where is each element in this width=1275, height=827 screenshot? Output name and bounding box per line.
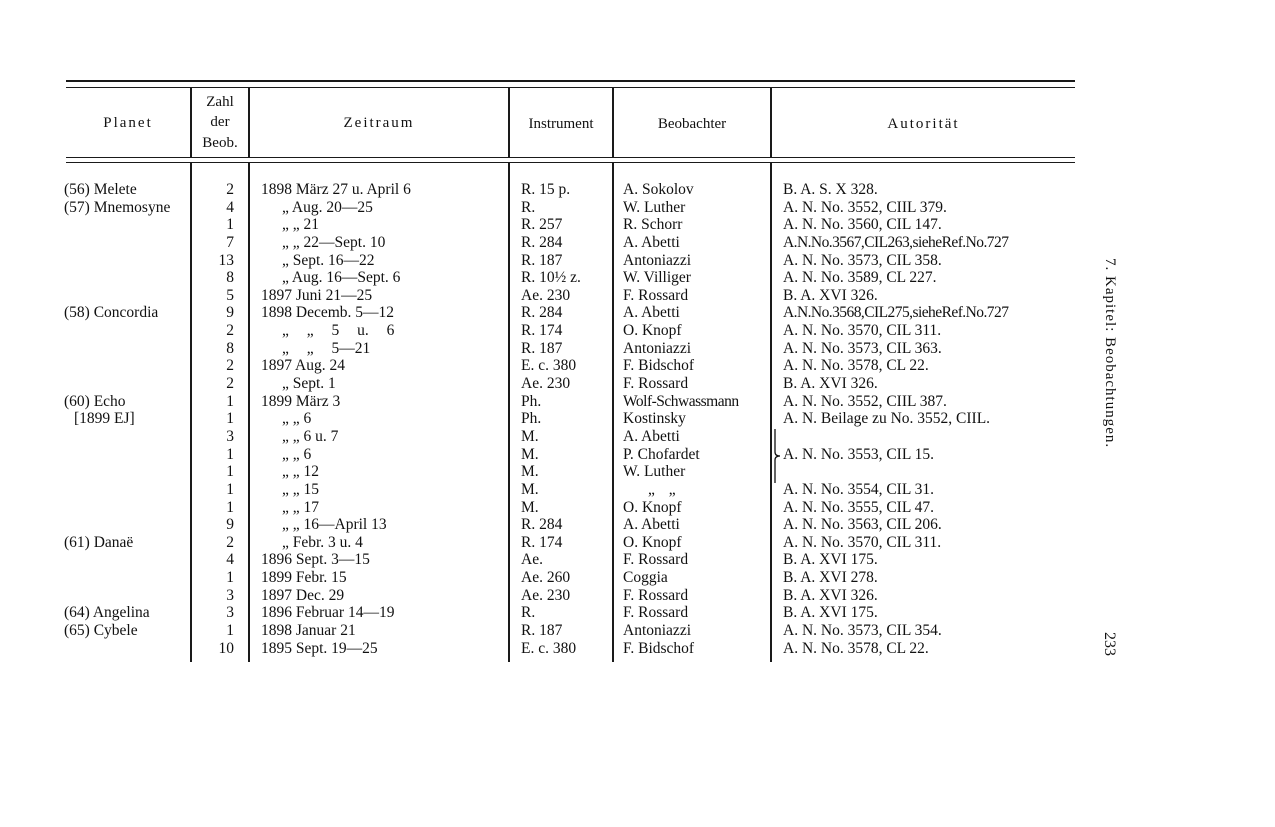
planet-cell: (56) Melete: [64, 181, 137, 198]
observer-cell: R. Schorr: [623, 216, 683, 234]
table-row: [0, 393, 1275, 411]
observer-cell: Antoniazzi: [623, 339, 692, 357]
instrument-cell: M.: [521, 445, 539, 463]
table-body: [0, 181, 1275, 657]
observer-cell: O. Knopf: [623, 498, 682, 516]
count-cell: 8: [226, 269, 234, 287]
header-rule-lower: [66, 162, 1075, 163]
period-cell: 1899 März 3: [261, 392, 341, 410]
table-row: [0, 287, 1275, 305]
authority-cell: A. N. No. 3589, CL 227.: [783, 269, 937, 287]
table-row: [0, 446, 1275, 464]
period-cell: 1897 Dec. 29: [261, 586, 345, 604]
authority-cell: A. N. No. 3555, CIL 47.: [783, 498, 934, 516]
period-cell: „ „ 15: [282, 480, 320, 498]
instrument-cell: M.: [521, 498, 539, 516]
observer-cell: A. Abetti: [623, 304, 680, 322]
period-cell: 1899 Febr. 15: [261, 569, 347, 587]
header-count-line2: der: [210, 114, 230, 130]
count-cell: 1: [226, 480, 234, 498]
period-cell: „ „ 5 u. 6: [282, 322, 395, 340]
table-row: [0, 640, 1275, 658]
period-cell: 1898 Decemb. 5—12: [261, 304, 395, 322]
observer-cell: W. Luther: [623, 198, 686, 216]
instrument-cell: E. c. 380: [521, 639, 577, 657]
header-count-line1: Zahl: [206, 94, 234, 110]
observer-cell: O. Knopf: [623, 533, 682, 551]
table-row: [0, 252, 1275, 270]
authority-cell: A.N.No.3567,CIL263,sieheRef.No.727: [783, 233, 1009, 251]
table-row: [0, 199, 1275, 217]
authority-cell: A. N. No. 3573, CIL 363.: [783, 339, 942, 357]
observer-cell: F. Rossard: [623, 604, 689, 622]
instrument-cell: R. 257: [521, 216, 563, 234]
authority-cell: A. N. No. 3570, CIL 311.: [783, 322, 942, 340]
authority-cell: B. A. XVI 326.: [783, 286, 878, 304]
authority-cell: A. N. Beilage zu No. 3552, CIIL.: [783, 410, 991, 428]
table-row: [0, 216, 1275, 234]
page-number: 233: [1101, 632, 1118, 656]
grouping-brace: [773, 428, 782, 484]
count-cell: 9: [226, 516, 234, 534]
period-cell: „ „ 6: [282, 445, 312, 463]
table-row: [0, 304, 1275, 322]
planet-cell: (60) Echo: [64, 392, 126, 410]
instrument-cell: R. 174: [521, 322, 563, 340]
authority-cell: B. A. XVI 278.: [783, 569, 878, 587]
count-cell: 2: [226, 181, 234, 198]
table-row: [0, 604, 1275, 622]
instrument-cell: Ae. 260: [521, 569, 571, 587]
count-cell: 3: [226, 427, 234, 445]
header-instrument: Instrument: [528, 116, 594, 132]
authority-cell: A. N. No. 3578, CL 22.: [783, 357, 929, 375]
observer-cell: Antoniazzi: [623, 251, 692, 269]
instrument-cell: Ae. 230: [521, 375, 571, 393]
table-row: [0, 463, 1275, 481]
count-cell: 1: [226, 445, 234, 463]
planet-cell: (64) Angelina: [64, 604, 150, 622]
authority-cell: A. N. No. 3554, CIL 31.: [783, 480, 934, 498]
period-cell: „ „ 22—Sept. 10: [282, 233, 386, 251]
table-row: [0, 481, 1275, 499]
count-cell: 1: [226, 392, 234, 410]
instrument-cell: R. 15 p.: [521, 181, 571, 198]
period-cell: „ „ 6 u. 7: [282, 427, 339, 445]
table-row: [0, 375, 1275, 393]
period-cell: „ Sept. 1: [282, 375, 336, 393]
count-cell: 3: [226, 586, 234, 604]
authority-cell: A. N. No. 3573, CIL 358.: [783, 251, 942, 269]
table-row: [0, 322, 1275, 340]
count-cell: 1: [226, 622, 234, 640]
instrument-cell: R. 187: [521, 339, 563, 357]
period-cell: 1895 Sept. 19—25: [261, 639, 378, 657]
observer-cell: F. Rossard: [623, 551, 689, 569]
instrument-cell: R. 284: [521, 304, 563, 322]
header-planet: Planet: [103, 115, 153, 131]
observer-cell: F. Bidschof: [623, 639, 695, 657]
count-cell: 8: [226, 339, 234, 357]
instrument-cell: Ae. 230: [521, 586, 571, 604]
observer-cell: Coggia: [623, 569, 668, 587]
observer-cell: O. Knopf: [623, 322, 682, 340]
planet-cell: (61) Danaë: [64, 533, 134, 551]
running-header: 7. Kapitel: Beobachtungen.: [1102, 258, 1118, 449]
header-authority: Autorität: [887, 116, 960, 132]
authority-cell: A. N. No. 3560, CIL 147.: [783, 216, 942, 234]
period-cell: „ Sept. 16—22: [282, 251, 375, 269]
period-cell: 1896 Sept. 3—15: [261, 551, 370, 569]
count-cell: 1: [226, 216, 234, 234]
authority-cell: A. N. No. 3552, CIIL 379.: [783, 198, 947, 216]
table-row: [0, 234, 1275, 252]
count-cell: 3: [226, 604, 234, 622]
period-cell: „ „ 16—April 13: [282, 516, 387, 534]
count-cell: 1: [226, 463, 234, 481]
authority-cell: A. N. No. 3563, CIL 206.: [783, 516, 942, 534]
planet-cell: [1899 EJ]: [74, 410, 135, 428]
count-cell: 1: [226, 410, 234, 428]
instrument-cell: Ph.: [521, 410, 542, 428]
instrument-cell: R. 174: [521, 533, 563, 551]
authority-cell: B. A. S. X 328.: [783, 181, 878, 198]
period-cell: „ „ 6: [282, 410, 312, 428]
authority-cell: B. A. XVI 326.: [783, 586, 878, 604]
header-period: Zeitraum: [343, 115, 415, 131]
count-cell: 2: [226, 533, 234, 551]
count-cell: 4: [226, 551, 234, 569]
observer-cell: Wolf-Schwassmann: [623, 392, 739, 410]
count-cell: 1: [226, 569, 234, 587]
instrument-cell: M.: [521, 463, 539, 481]
count-cell: 5: [226, 286, 234, 304]
instrument-cell: E. c. 380: [521, 357, 577, 375]
period-cell: „ „ 17: [282, 498, 320, 516]
observer-cell: Kostinsky: [623, 410, 686, 428]
observer-cell: A. Abetti: [623, 516, 680, 534]
observer-cell: W. Villiger: [623, 269, 691, 287]
count-cell: 10: [218, 639, 234, 657]
merged-authority-cell: A. N. No. 3553, CIL 15.: [783, 446, 934, 463]
period-cell: 1897 Aug. 24: [261, 357, 345, 375]
table-row: [0, 181, 1275, 199]
count-cell: 2: [226, 322, 234, 340]
period-cell: „ „ 21: [282, 216, 320, 234]
planet-cell: (58) Concordia: [64, 304, 159, 322]
observer-cell: F. Rossard: [623, 375, 689, 393]
observer-cell: Antoniazzi: [623, 622, 692, 640]
planet-cell: (65) Cybele: [64, 622, 138, 640]
instrument-cell: M.: [521, 480, 539, 498]
period-cell: „ Febr. 3 u. 4: [282, 533, 363, 551]
instrument-cell: Ae. 230: [521, 286, 571, 304]
instrument-cell: Ae.: [521, 551, 543, 569]
table-row: [0, 357, 1275, 375]
table-row: [0, 269, 1275, 287]
instrument-cell: R. 284: [521, 516, 563, 534]
instrument-cell: R. 187: [521, 622, 563, 640]
table-row: [0, 622, 1275, 640]
authority-cell: A. N. No. 3552, CIIL 387.: [783, 392, 947, 410]
period-cell: „ „ 5—21: [282, 339, 371, 357]
authority-cell: A. N. No. 3578, CL 22.: [783, 639, 929, 657]
observer-cell: F. Rossard: [623, 286, 689, 304]
period-cell: 1896 Februar 14—19: [261, 604, 395, 622]
instrument-cell: R. 187: [521, 251, 563, 269]
authority-cell: A. N. No. 3573, CIL 354.: [783, 622, 942, 640]
instrument-cell: R.: [521, 604, 536, 622]
count-cell: 2: [226, 357, 234, 375]
count-cell: 1: [226, 498, 234, 516]
table-row: [0, 340, 1275, 358]
table-row: [0, 569, 1275, 587]
observer-cell: P. Chofardet: [623, 445, 700, 463]
instrument-cell: Ph.: [521, 392, 542, 410]
instrument-cell: R. 284: [521, 233, 563, 251]
period-cell: „ „ 12: [282, 463, 320, 481]
observer-cell: W. Luther: [623, 463, 686, 481]
table-row: [0, 499, 1275, 517]
authority-cell: B. A. XVI 175.: [783, 551, 878, 569]
authority-cell: A. N. No. 3570, CIL 311.: [783, 533, 942, 551]
table-row: [0, 551, 1275, 569]
table-row: [0, 516, 1275, 534]
header-count-line3: Beob.: [202, 135, 238, 151]
table-row: [0, 410, 1275, 428]
top-rule-thin: [66, 87, 1075, 88]
authority-cell: B. A. XVI 175.: [783, 604, 878, 622]
observer-cell: A. Sokolov: [623, 181, 694, 198]
planet-cell: (57) Mnemosyne: [64, 198, 171, 216]
period-cell: „ Aug. 20—25: [282, 198, 373, 216]
observer-cell: A. Abetti: [623, 233, 680, 251]
observer-cell: „ „: [648, 480, 676, 498]
instrument-cell: M.: [521, 427, 539, 445]
authority-cell: B. A. XVI 326.: [783, 375, 878, 393]
period-cell: „ Aug. 16—Sept. 6: [282, 269, 401, 287]
header-rule-upper: [66, 157, 1075, 158]
table-row: [0, 534, 1275, 552]
authority-cell: A.N.No.3568,CIL275,sieheRef.No.727: [783, 304, 1009, 322]
period-cell: 1897 Juni 21—25: [261, 286, 373, 304]
table-row: [0, 587, 1275, 605]
instrument-cell: R. 10½ z.: [521, 269, 581, 287]
count-cell: 7: [226, 233, 234, 251]
observer-cell: A. Abetti: [623, 427, 680, 445]
count-cell: 13: [218, 251, 234, 269]
table-row: [0, 428, 1275, 446]
top-rule-thick: [66, 80, 1075, 82]
period-cell: 1898 März 27 u. April 6: [261, 181, 411, 198]
observer-cell: F. Rossard: [623, 586, 689, 604]
count-cell: 9: [226, 304, 234, 322]
header-observer: Beobachter: [657, 116, 727, 132]
observer-cell: F. Bidschof: [623, 357, 695, 375]
count-cell: 2: [226, 375, 234, 393]
count-cell: 4: [226, 198, 234, 216]
period-cell: 1898 Januar 21: [261, 622, 356, 640]
instrument-cell: R.: [521, 198, 536, 216]
